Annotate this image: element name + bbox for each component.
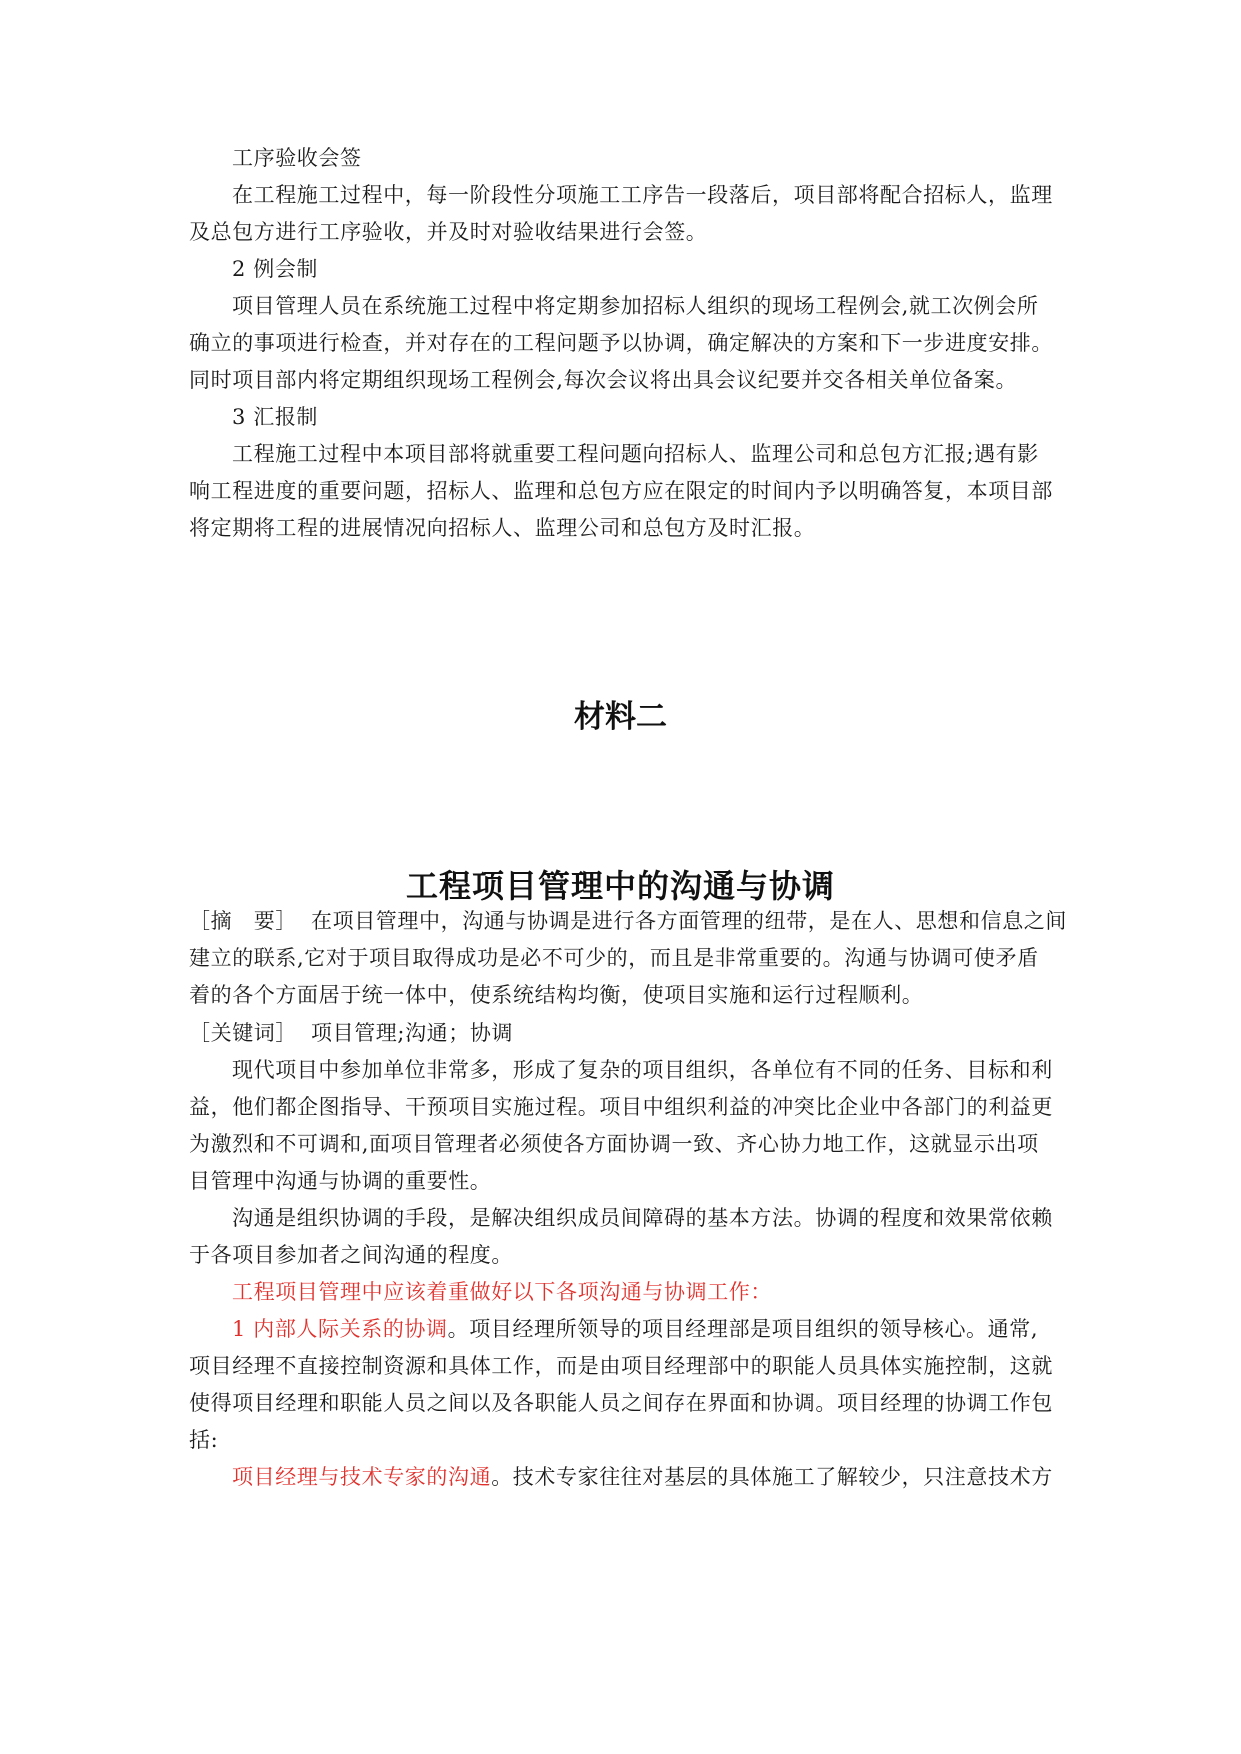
abstract-label: ［摘 要］: [189, 909, 297, 933]
para1-line-4: 目管理中沟通与协调的重要性。: [189, 1169, 492, 1193]
point2-line-1: [232, 1462, 1059, 1492]
point1-line-2: 项目经理不直接控制资源和具体工作，而是由项目经理部中的职能人员具体实施控制，这就: [189, 1354, 1053, 1378]
point1-lead: 1 内部人际关系的协调: [232, 1317, 448, 1341]
report-heading: 3 汇报制: [232, 405, 319, 429]
meeting-para-line-1: 项目管理人员在系统施工过程中将定期参加招标人组织的现场工程例会,就工次例会所: [232, 294, 1039, 318]
abstract-line-3: 着的各个方面居于统一体中，使系统结构均衡，使项目实施和运行过程顺利。: [189, 983, 924, 1007]
article-title: 工程项目管理中的沟通与协调: [405, 867, 835, 905]
para2-line-1: 沟通是组织协调的手段，是解决组织成员间障碍的基本方法。协调的程度和效果常依赖: [232, 1206, 1053, 1230]
meeting-para-line-2: 确立的事项进行检查，并对存在的工程问题予以协调，确定解决的方案和下一步进度安排。: [189, 331, 1053, 355]
keywords-line: [189, 1018, 1059, 1048]
report-para-line-2: 响工程进度的重要问题，招标人、监理和总包方应在限定的时间内予以明确答复，本项目部: [189, 479, 1053, 503]
para1-line-2: 益，他们都企图指导、干预项目实施过程。项目中组织利益的冲突比企业中各部门的利益更: [189, 1095, 1053, 1119]
material-title: 材料二: [574, 699, 667, 735]
point1-line-1: [232, 1314, 1059, 1344]
report-para-line-3: 将定期将工程的进展情况向招标人、监理公司和总包方及时汇报。: [189, 516, 816, 540]
point2-rest: 。技术专家往往对基层的具体施工了解较少，只注意技术方: [491, 1465, 1053, 1489]
abstract-line-2: 建立的联系,它对于项目取得成功是必不可少的，而且是非常重要的。沟通与协调可使矛盾: [189, 946, 1039, 970]
point1-line-3: 使得项目经理和职能人员之间以及各职能人员之间存在界面和协调。项目经理的协调工作包: [189, 1391, 1053, 1415]
para1-line-1: 现代项目中参加单位非常多，形成了复杂的项目组织，各单位有不同的任务、目标和利: [232, 1058, 1053, 1082]
inspection-para-line-1: 在工程施工过程中，每一阶段性分项施工工序告一段落后，项目部将配合招标人，监理: [232, 183, 1053, 207]
para2-line-2: 于各项目参加者之间沟通的程度。: [189, 1243, 513, 1267]
abstract-line-1: [189, 906, 1067, 936]
meeting-heading: 2 例会制: [232, 257, 319, 281]
point1-rest: 。项目经理所领导的项目经理部是项目组织的领导核心。通常,: [447, 1317, 1039, 1341]
report-para-line-1: 工程施工过程中本项目部将就重要工程问题向招标人、监理公司和总包方汇报;遇有影: [232, 442, 1039, 466]
abstract-text-1: 在项目管理中，沟通与协调是进行各方面管理的纽带，是在人、思想和信息之间: [311, 909, 1067, 933]
point1-line-4: 括:: [189, 1428, 219, 1452]
inspection-para-line-2: 及总包方进行工序验收，并及时对验收结果进行会签。: [189, 220, 708, 244]
meeting-para-line-3: 同时项目部内将定期组织现场工程例会,每次会议将出具会议纪要并交各相关单位备案。: [189, 368, 1018, 392]
point2-lead: 项目经理与技术专家的沟通: [232, 1465, 492, 1489]
para1-line-3: 为激烈和不可调和,面项目管理者必须使各方面协调一致、齐心协力地工作，这就显示出项: [189, 1132, 1039, 1156]
keywords-text: 项目管理;沟通；协调: [311, 1021, 514, 1045]
highlight-intro: 工程项目管理中应该着重做好以下各项沟通与协调工作：: [232, 1280, 772, 1304]
inspection-heading: 工序验收会签: [232, 146, 362, 170]
keywords-label: ［关键词］: [189, 1021, 297, 1045]
